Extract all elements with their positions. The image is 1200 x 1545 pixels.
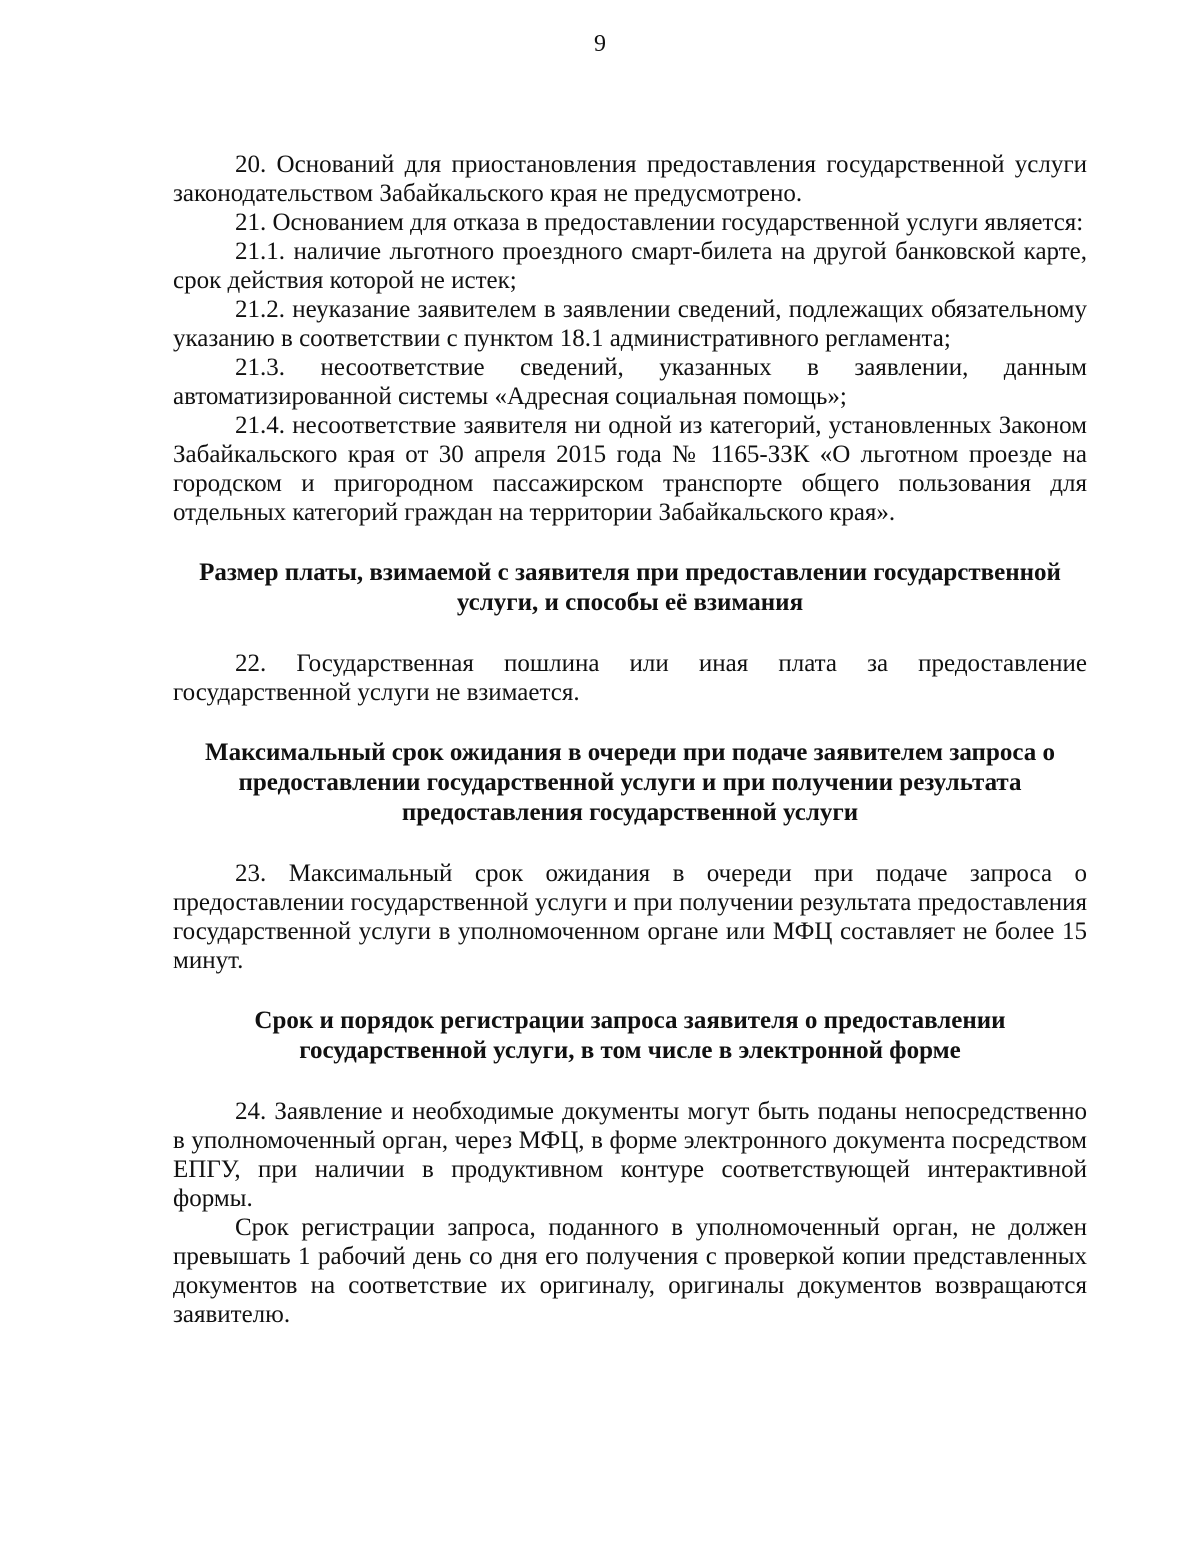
- paragraph-20: 20. Оснований для приостановления предоставления государственной услуги законодательством Забайкальского края не предусмотрено.: [173, 151, 1087, 207]
- paragraph-24-registration-term: Срок регистрации запроса, поданного в уполномоченный орган, не должен превышать 1 рабочий день со дня его получения с проверкой копии представленных документов на соответствие их оригиналу, оригиналы документов возвращаются заявителю.: [173, 1214, 1087, 1328]
- section-heading-queue: Максимальный срок ожидания в очереди при подаче заявителем запроса о предоставлении государственной услуги и при получении результата предоставления государственной услуги: [204, 739, 1055, 826]
- section-heading-fee: Размер платы, взимаемой с заявителя при предоставлении государственной услуги, и способы её взимания: [199, 559, 1061, 616]
- paragraph-21-1: 21.1. наличие льготного проездного смарт-билета на другой банковской карте, срок действия которой не истек;: [173, 238, 1087, 294]
- section-heading-registration: Срок и порядок регистрации запроса заявителя о предоставлении государственной услуги, в том числе в электронной форме: [254, 1007, 1006, 1064]
- paragraph-21-2: 21.2. неуказание заявителем в заявлении сведений, подлежащих обязательному указанию в соответствии с пунктом 18.1 административного регламента;: [173, 296, 1087, 352]
- paragraph-21-4: 21.4. несоответствие заявителя ни одной из категорий, установленных Законом Забайкальского края от 30 апреля 2015 года № 1165-ЗЗК «О льготном проезде на городском и пригородном пассажирском транспорте общего пользования для отдельных категорий граждан на территории Забайкальского края».: [173, 412, 1087, 526]
- paragraph-23: 23. Максимальный срок ожидания в очереди при подаче запроса о предоставлении государственной услуги и при получении результата предоставления государственной услуги в уполномоченном органе или МФЦ составляет не более 15 минут.: [173, 860, 1087, 974]
- page-number: 9: [594, 31, 606, 57]
- paragraph-24: 24. Заявление и необходимые документы могут быть поданы непосредственно в уполномоченный орган, через МФЦ, в форме электронного документа посредством ЕПГУ, при наличии в продуктивном контуре соответствующей интерактивной формы.: [173, 1098, 1087, 1212]
- paragraph-21: 21. Основанием для отказа в предоставлении государственной услуги является:: [235, 209, 1084, 236]
- paragraph-22: 22. Государственная пошлина или иная плата за предоставление государственной услуги не взимается.: [173, 650, 1087, 706]
- paragraph-21-3: 21.3. несоответствие сведений, указанных в заявлении, данным автоматизированной системы «Адресная социальная помощь»;: [173, 354, 1087, 410]
- document-body: [173, 150, 1087, 1329]
